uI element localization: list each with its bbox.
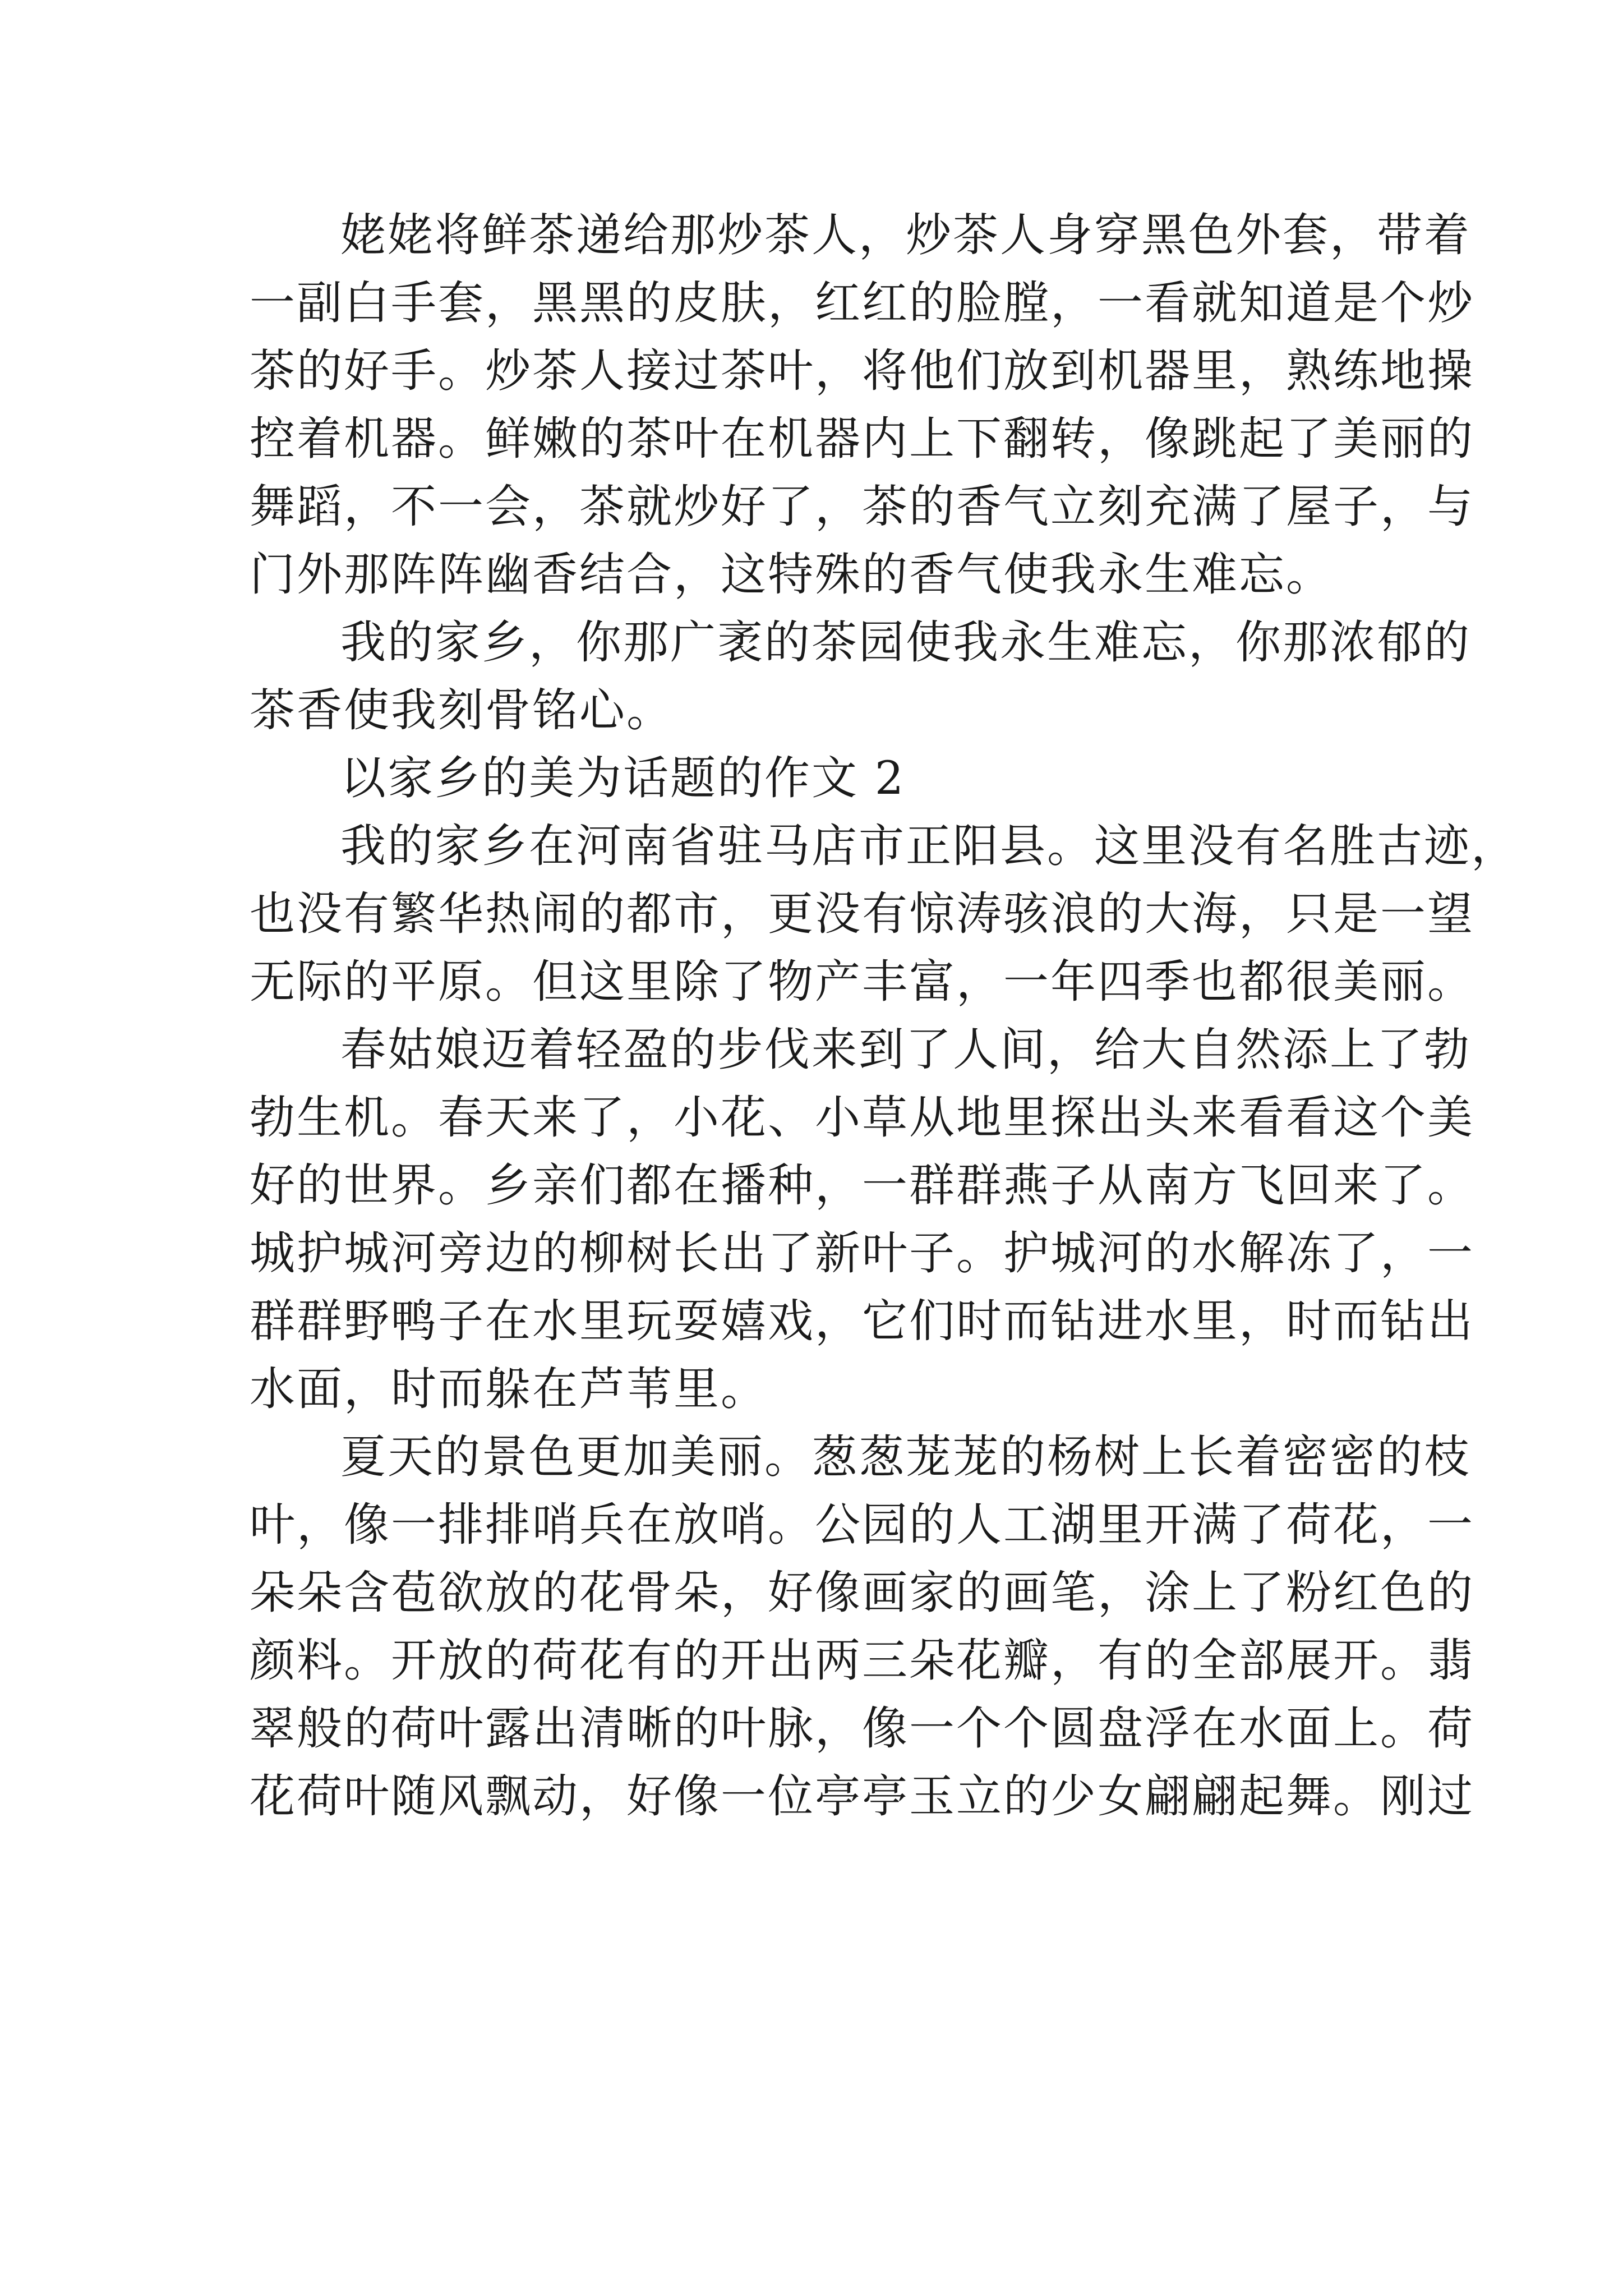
text-line: 我的家乡在河南省驻马店市正阳县。这里没有名胜古迹， <box>340 820 1519 873</box>
text-line: 茶香使我刻骨铭心。 <box>250 684 674 737</box>
text-line: 花荷叶随风飘动，好像一位亭亭玉立的少女翩翩起舞。刚过 <box>250 1770 1475 1823</box>
text-line: 春姑娘迈着轻盈的步伐来到了人间，给大自然添上了勃 <box>340 1024 1472 1076</box>
text-line: 无际的平原。但这里除了物产丰富，一年四季也都很美丽。 <box>250 956 1475 1009</box>
text-line: 城护城河旁边的柳树长出了新叶子。护城河的水解冻了，一 <box>250 1227 1475 1280</box>
text-line: 舞蹈，不一会，茶就炒好了，茶的香气立刻充满了屋子，与 <box>250 481 1475 533</box>
text-line: 一副白手套，黑黑的皮肤，红红的脸膛，一看就知道是个炒 <box>250 277 1475 330</box>
text-line: 颜料。开放的荷花有的开出两三朵花瓣，有的全部展开。翡 <box>250 1635 1475 1687</box>
text-line: 翠般的荷叶露出清晰的叶脉，像一个个圆盘浮在水面上。荷 <box>250 1703 1475 1755</box>
paragraph-tea-roasting <box>250 202 1475 609</box>
text-line: 茶的好手。炒茶人接过茶叶，将他们放到机器里，熟练地操 <box>250 345 1475 398</box>
paragraph-spring <box>250 1016 1475 1424</box>
text-line: 门外那阵阵幽香结合，这特殊的香气使我永生难忘。 <box>250 549 1334 601</box>
text-line: 勃生机。春天来了，小花、小草从地里探出头来看看这个美 <box>250 1092 1475 1144</box>
text-line: 也没有繁华热闹的都市，更没有惊涛骇浪的大海，只是一望 <box>250 888 1475 941</box>
text-line: 我的家乡，你那广袤的茶园使我永生难忘，你那浓郁的 <box>340 616 1472 669</box>
paragraph-summer <box>250 1424 1475 1831</box>
text-line: 夏天的景色更加美丽。葱葱茏茏的杨树上长着密密的枝 <box>340 1431 1472 1484</box>
text-line: 姥姥将鲜茶递给那炒茶人，炒茶人身穿黑色外套，带着 <box>340 209 1472 262</box>
text-line: 朵朵含苞欲放的花骨朵，好像画家的画笔，涂上了粉红色的 <box>250 1567 1475 1619</box>
text-line: 好的世界。乡亲们都在播种，一群群燕子从南方飞回来了。 <box>250 1159 1475 1212</box>
paragraph-hometown-conclusion <box>250 609 1472 745</box>
text-line: 控着机器。鲜嫩的茶叶在机器内上下翻转，像跳起了美丽的 <box>250 413 1475 466</box>
essay-body <box>250 202 1519 1831</box>
section-title: 以家乡的美为话题的作文 2 <box>340 752 906 805</box>
text-line: 叶，像一排排哨兵在放哨。公园的人工湖里开满了荷花，一 <box>250 1499 1475 1552</box>
essay-heading <box>250 745 1399 813</box>
paragraph-hometown-intro <box>250 813 1519 1016</box>
text-line: 水面，时而躲在芦苇里。 <box>250 1363 768 1416</box>
text-line: 群群野鸭子在水里玩耍嬉戏，它们时而钻进水里，时而钻出 <box>250 1295 1475 1348</box>
